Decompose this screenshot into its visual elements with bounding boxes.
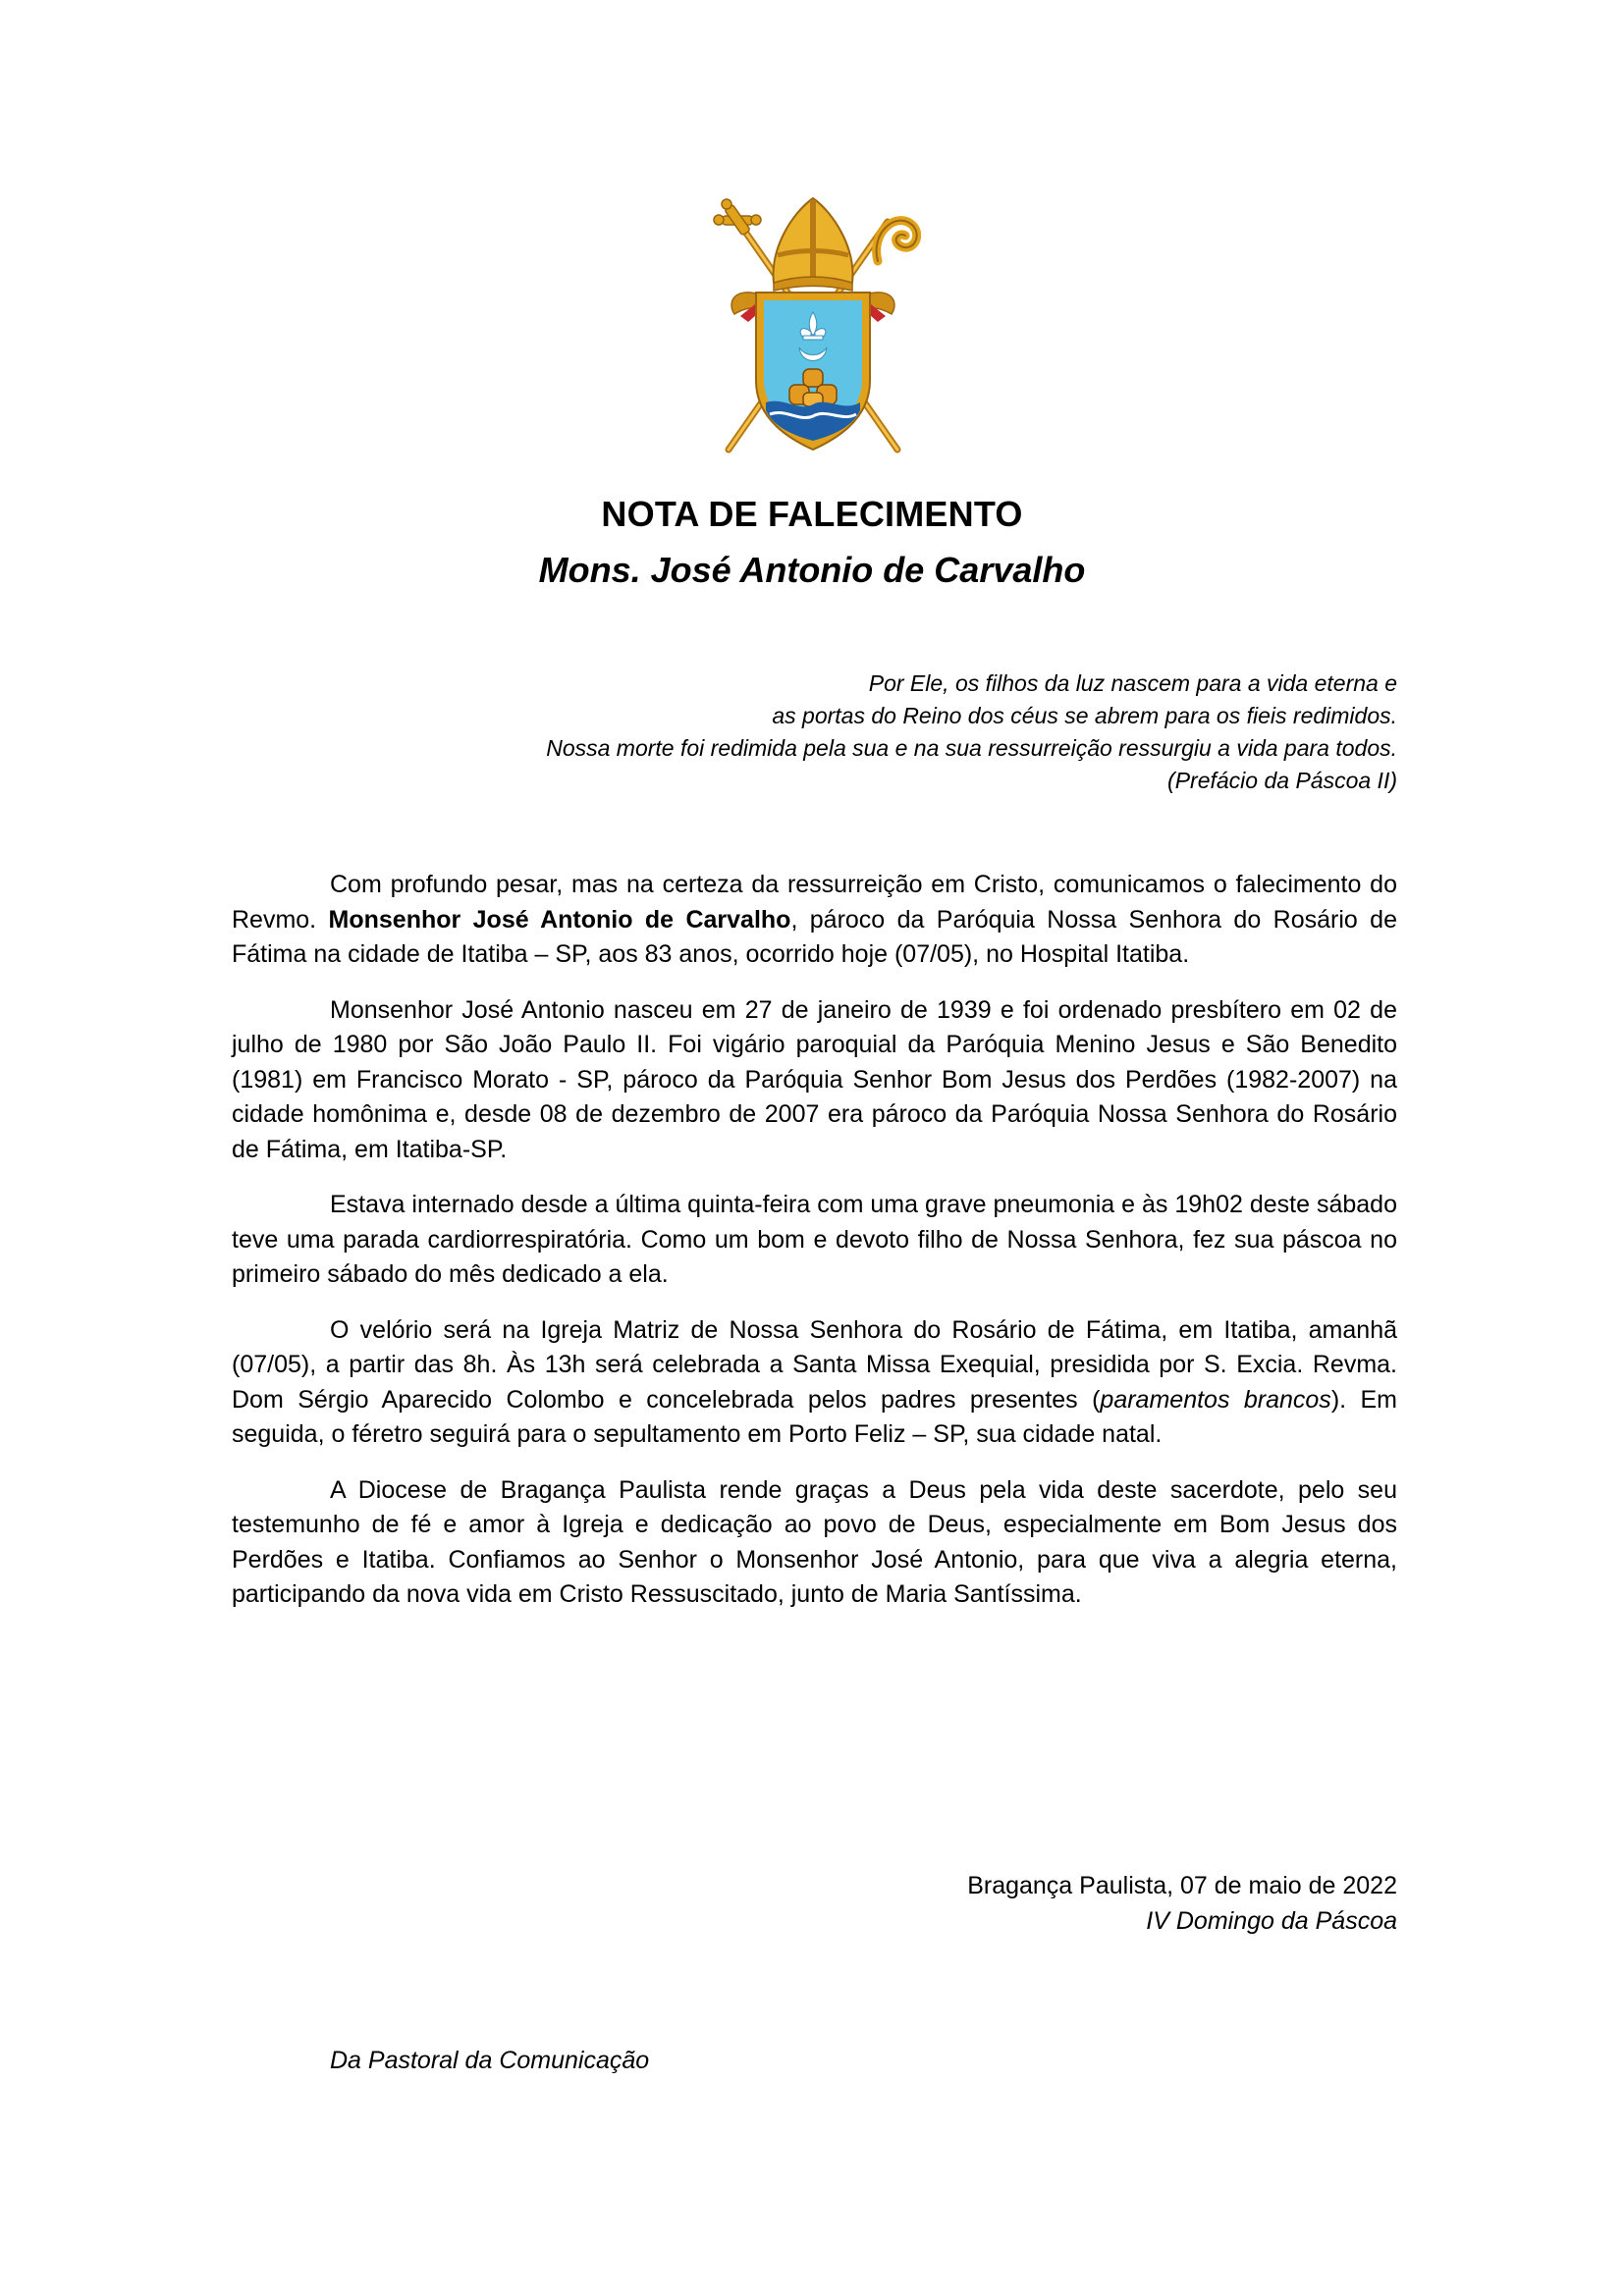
diocese-coat-of-arms bbox=[705, 192, 921, 457]
vestments-note: paramentos brancos bbox=[1100, 1385, 1331, 1414]
page-title: NOTA DE FALECIMENTO bbox=[601, 494, 1023, 534]
epigraph-source: (Prefácio da Páscoa II) bbox=[1167, 768, 1397, 793]
epigraph-line: as portas do Reino dos céus se abrem para os fieis redimidos. bbox=[772, 703, 1397, 728]
epigraph bbox=[295, 667, 1397, 797]
water-waves-icon bbox=[766, 401, 860, 441]
cross-icon bbox=[714, 199, 761, 236]
paragraph-biography: Monsenhor José Antonio nasceu em 27 de janeiro de 1939 e foi ordenado presbítero em 02 de julho de 1980 por São João Paulo II. Foi vigário paroquial da Paróquia Menino Jesus e São Benedito (1981) em Francisco Morato - SP, pároco da Paróquia Senhor Bom Jesus dos Perdões (1982-2007) na cidade homônima e, desde 08 de dezembro de 2007 era pároco da Paróquia Nossa Senhora do Rosário de Fátima, em Itatiba-SP. bbox=[232, 995, 1397, 1163]
deceased-name: Monsenhor José Antonio de Carvalho bbox=[328, 905, 791, 934]
mitre-icon bbox=[774, 198, 853, 291]
paragraph-circumstances: Estava internado desde a última quinta-feira com uma grave pneumonia e às 19h02 deste sábado teve uma parada cardiorrespiratória. Como um bom e devoto filho de Nossa Senhora, fez sua páscoa no primeiro sábado do mês dedicado a ela. bbox=[232, 1191, 1397, 1288]
body-text bbox=[232, 868, 1397, 1633]
epigraph-line: Nossa morte foi redimida pela sua e na sua ressurreição ressurgiu a vida para todos. bbox=[546, 735, 1397, 761]
footer-from: Da Pastoral da Comunicação bbox=[330, 2047, 650, 2074]
paragraph-announcement: Com profundo pesar, mas na certeza da ressurreição em Cristo, comunicamos o falecimento do Revmo. Monsenhor José Antonio de Carvalho, pároco da Paróquia Nossa Senhora do Rosário de Fátima na cidade de Itatiba – SP, aos 83 anos, ocorrido hoje (07/05), no Hospital Itatiba. bbox=[232, 871, 1397, 968]
signature-liturgy: IV Domingo da Páscoa bbox=[1146, 1907, 1397, 1935]
signature-date: Bragança Paulista, 07 de maio de 2022 bbox=[967, 1872, 1397, 1899]
paragraph-thanksgiving: A Diocese de Bragança Paulista rende graças a Deus pela vida deste sacerdote, pelo seu testemunho de fé e amor à Igreja e dedicação ao povo de Deus, especialmente em Bom Jesus dos Perdões e Itatiba. Confiamos ao Senhor o Monsenhor José Antonio, para que viva a alegria eterna, participando da nova vida em Cristo Ressuscitado, junto de Maria Santíssima. bbox=[232, 1475, 1397, 1608]
epigraph-line: Por Ele, os filhos da luz nascem para a vida eterna e bbox=[868, 670, 1397, 696]
page-subtitle: Mons. José Antonio de Carvalho bbox=[538, 550, 1086, 590]
signature-block bbox=[687, 1868, 1397, 1939]
shield bbox=[756, 293, 870, 450]
paragraph-funeral: O velório será na Igreja Matriz de Nossa Senhora do Rosário de Fátima, em Itatiba, amanhã (07/05), a partir das 8h. Às 13h será celebrada a Santa Missa Exequial, presidida por S. Excia. Revma. Dom Sérgio Aparecido Colombo e concelebrada pelos padres presentes (paramentos brancos). Em seguida, o féretro seguirá para o sepultamento em Porto Feliz – SP, sua cidade natal. bbox=[232, 1315, 1398, 1448]
